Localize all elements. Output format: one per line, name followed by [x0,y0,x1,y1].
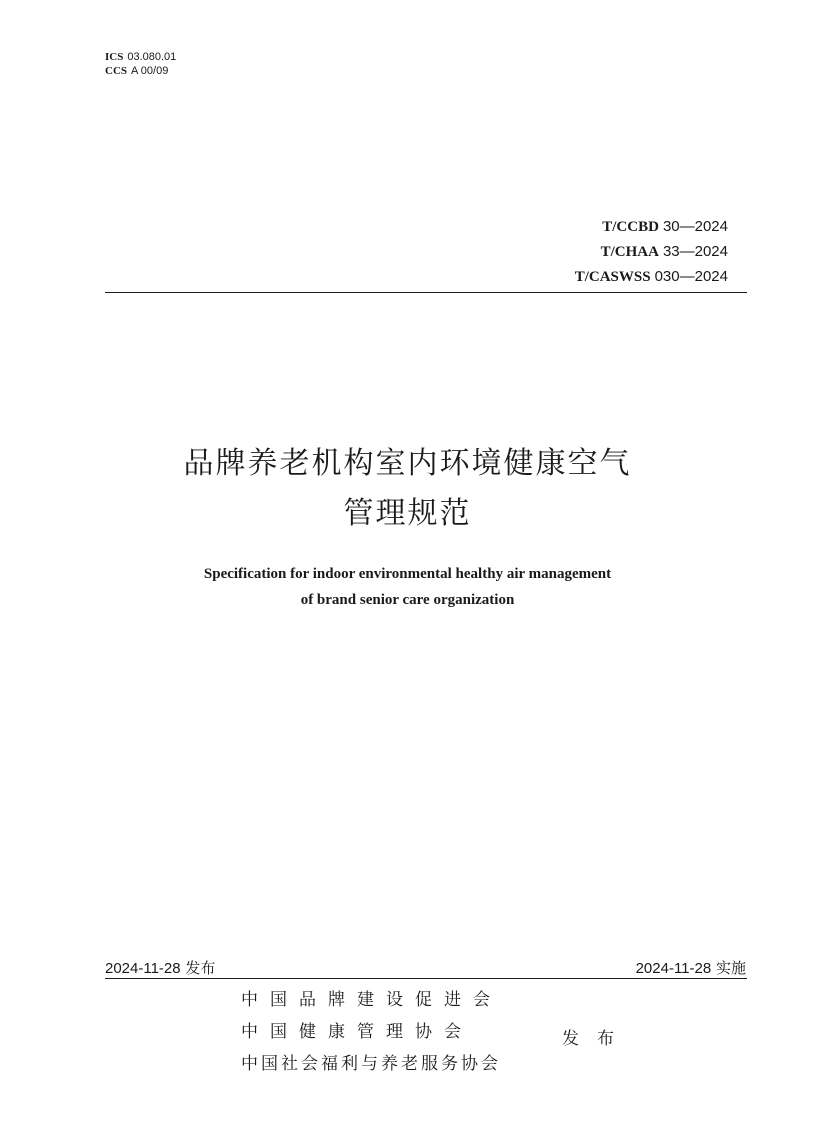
classification-block [105,50,176,78]
standard-number: 30—2024 [662,218,728,235]
issuer-org-1: 中国品牌建设促进会 [241,990,502,1010]
standard-line [575,214,728,239]
publish-label: 发布 [185,959,216,977]
title-en-line2: of brand senior care organization [300,592,515,608]
standard-line [575,264,728,289]
ccs-line [105,64,176,78]
publish-date: 2024-11-28 [105,960,181,977]
standard-line [575,239,728,264]
ics-value: 03.080.01 [127,51,177,63]
ccs-label: CCS [105,65,128,77]
standard-number: 030—2024 [654,268,728,285]
publish-date-line [105,957,215,978]
standard-numbers [575,214,728,289]
ics-label: ICS [105,51,124,63]
issuer-org-2: 中国健康管理协会 [241,1022,473,1042]
implement-label: 实施 [715,959,746,977]
title-cn-line1: 品牌养老机构室内环境健康空气 [183,446,632,481]
standard-code: T/CASWSS [574,269,651,285]
issuer-org-3: 中国社会福利与养老服务协会 [241,1054,501,1074]
footer-divider [105,978,747,979]
implement-date: 2024-11-28 [635,960,712,977]
implement-date-line [636,957,746,978]
standard-number: 33—2024 [662,243,728,260]
ccs-value: A 00/09 [131,65,169,77]
issue-label: 发布 [562,1029,632,1049]
title-en-line1: Specification for indoor environmental healthy air management [203,566,612,582]
header-divider [105,292,747,293]
standard-code: T/CHAA [600,244,659,260]
standard-code: T/CCBD [602,219,659,235]
title-cn-line2: 管理规范 [343,496,472,531]
ics-line [105,50,176,64]
